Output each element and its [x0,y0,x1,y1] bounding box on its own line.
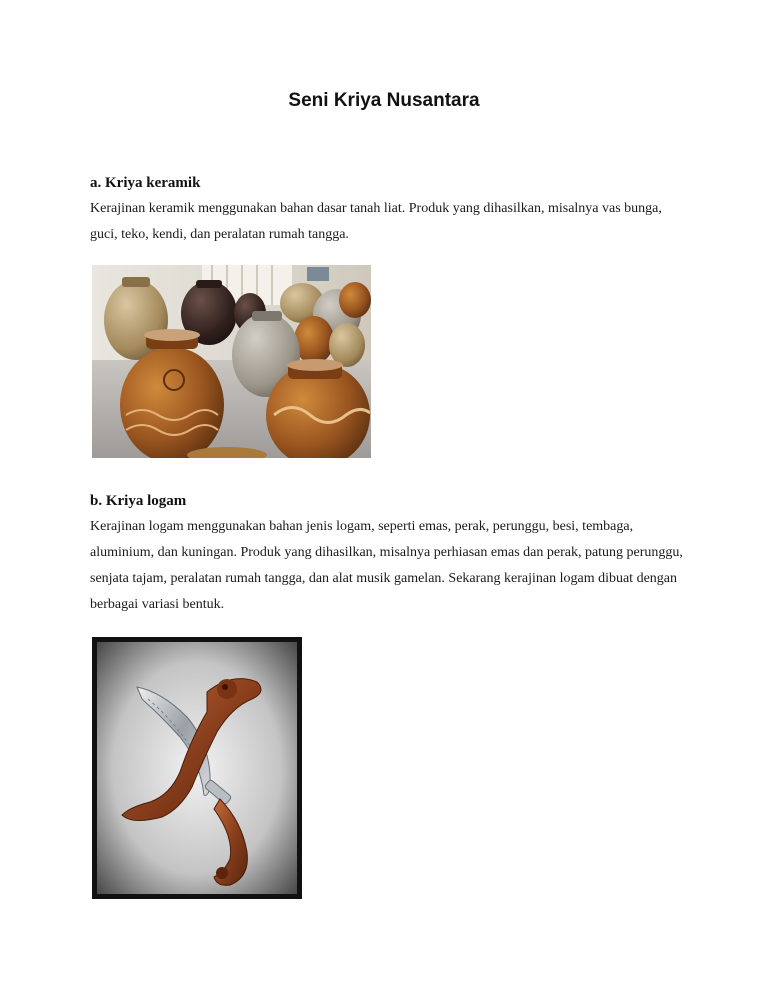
page-title: Seni Kriya Nusantara [288,90,480,111]
section-body-keramik: Kerajinan keramik menggunakan bahan dasar tanah liat. Produk yang dihasilkan, misalnya vas bunga, guci, teko, kendi, dan peralatan rumah tangga. [90,201,662,242]
section-heading-logam: b. Kriya logam [90,493,187,509]
ceramic-jars-photo [92,265,371,458]
section-heading-keramik: a. Kriya keramik [90,175,201,191]
section-body-logam: Kerajinan logam menggunakan bahan jenis logam, seperti emas, perak, perunggu, besi, tembaga, aluminium, dan kuningan. Produk yang dihasilkan, misalnya perhiasan emas dan perak, patung perunggu, senjata tajam, peralatan rumah tangga, dan alat musik gamelan. Sekarang kerajinan logam dibuat dengan berbagai variasi bentuk. [90,519,683,612]
kujang-blade-photo [92,637,302,899]
